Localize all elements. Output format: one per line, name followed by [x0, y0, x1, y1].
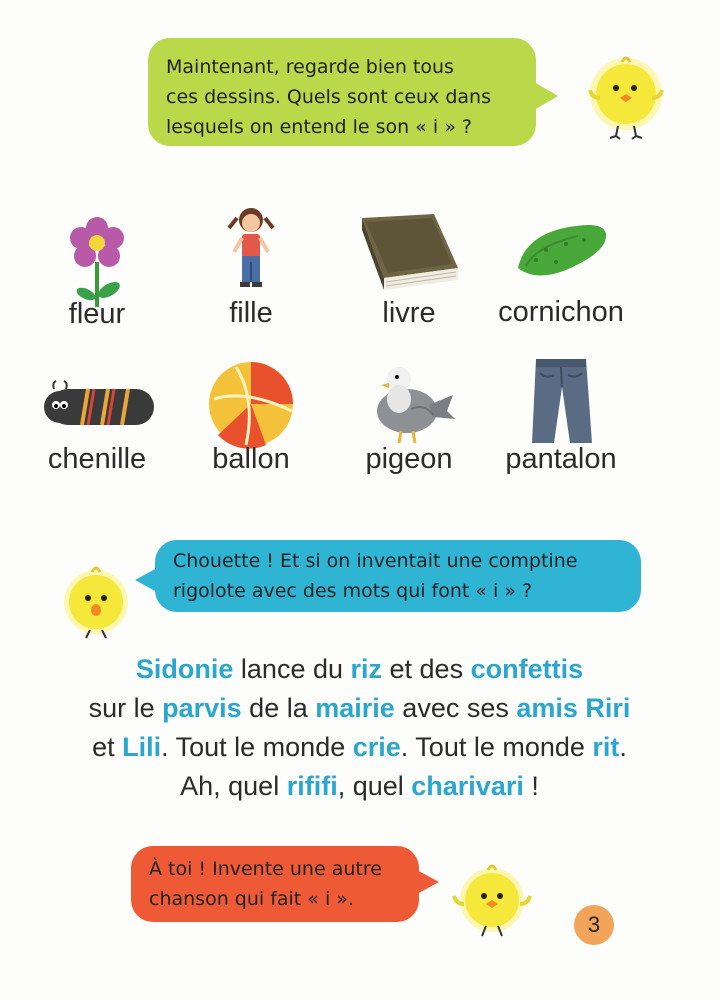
rhyme-word: parvis	[162, 693, 242, 723]
outro-speech-bubble	[131, 846, 419, 922]
book-icon	[354, 208, 464, 293]
pigeon-icon	[359, 359, 459, 449]
chick-icon	[448, 858, 538, 948]
poem-text: et des	[382, 654, 471, 684]
rhyme-word: amis Riri	[516, 693, 631, 723]
rhyme-word: confettis	[470, 654, 584, 684]
picture-word: ballon	[212, 443, 290, 475]
poem-line-3	[0, 728, 719, 767]
poem-text: sur le	[88, 693, 163, 723]
outro-line-2: chanson qui fait « i ».	[149, 888, 354, 910]
poem-text: et	[92, 732, 123, 762]
outro-line-1: À toi ! Invente une autre	[149, 858, 382, 880]
flower-icon	[57, 212, 137, 312]
picture-word: fille	[229, 297, 273, 329]
picture-card-fille	[176, 200, 326, 340]
girl-icon	[221, 202, 281, 297]
chick-icon	[52, 558, 142, 648]
bubble-tail	[135, 568, 157, 592]
rhyme-line-1: Chouette ! Et si on inventait une comptine	[173, 550, 578, 572]
poem-text: avec ses	[394, 693, 517, 723]
rhyme-word: crie	[352, 732, 401, 762]
ball-icon	[206, 359, 296, 449]
picture-card-cornichon	[486, 200, 636, 340]
pickle-icon	[506, 210, 616, 290]
picture-word: pantalon	[505, 443, 617, 475]
rhyme-word: rififi	[286, 771, 338, 801]
rhyme-word: mairie	[315, 693, 395, 723]
poem-text: . Tout le monde	[400, 732, 593, 762]
chick-icon	[578, 48, 678, 148]
picture-word: livre	[382, 297, 436, 329]
picture-card-chenille	[22, 355, 172, 495]
picture-card-pigeon	[334, 355, 484, 495]
poem-text: Ah, quel	[180, 771, 287, 801]
poem	[0, 650, 719, 806]
picture-card-livre	[334, 200, 484, 340]
intro-line-3: lesquels on entend le son « i » ?	[166, 116, 472, 138]
poem-text: .	[619, 732, 627, 762]
caterpillar-icon	[32, 369, 162, 439]
rhyme-speech-bubble	[155, 540, 641, 612]
picture-word: cornichon	[498, 296, 624, 328]
poem-text: . Tout le monde	[161, 732, 353, 762]
picture-word: fleur	[68, 298, 126, 330]
poem-text: de la	[241, 693, 316, 723]
intro-speech-bubble	[148, 38, 536, 146]
rhyme-word: Lili	[122, 732, 162, 762]
picture-card-pantalon	[486, 355, 636, 495]
rhyme-word: Sidonie	[135, 654, 234, 684]
intro-line-2: ces dessins. Quels sont ceux dans	[166, 86, 491, 108]
picture-card-fleur	[22, 200, 172, 340]
bubble-tail	[534, 82, 558, 110]
poem-line-4	[0, 767, 719, 806]
page-number: 3	[574, 905, 614, 945]
rhyme-line-2: rigolote avec des mots qui font « i » ?	[173, 580, 533, 602]
poem-line-2	[0, 689, 719, 728]
picture-word: pigeon	[365, 443, 453, 475]
rhyme-word: riz	[350, 654, 383, 684]
poem-text: !	[523, 771, 539, 801]
poem-text: lance du	[233, 654, 351, 684]
trousers-icon	[526, 357, 596, 447]
rhyme-word: rit	[592, 732, 620, 762]
picture-card-ballon	[176, 355, 326, 495]
poem-text: , quel	[337, 771, 412, 801]
rhyme-word: charivari	[411, 771, 524, 801]
picture-word: chenille	[47, 443, 147, 475]
poem-line-1	[0, 650, 719, 689]
bubble-tail	[417, 870, 439, 894]
intro-line-1: Maintenant, regarde bien tous	[166, 56, 454, 78]
